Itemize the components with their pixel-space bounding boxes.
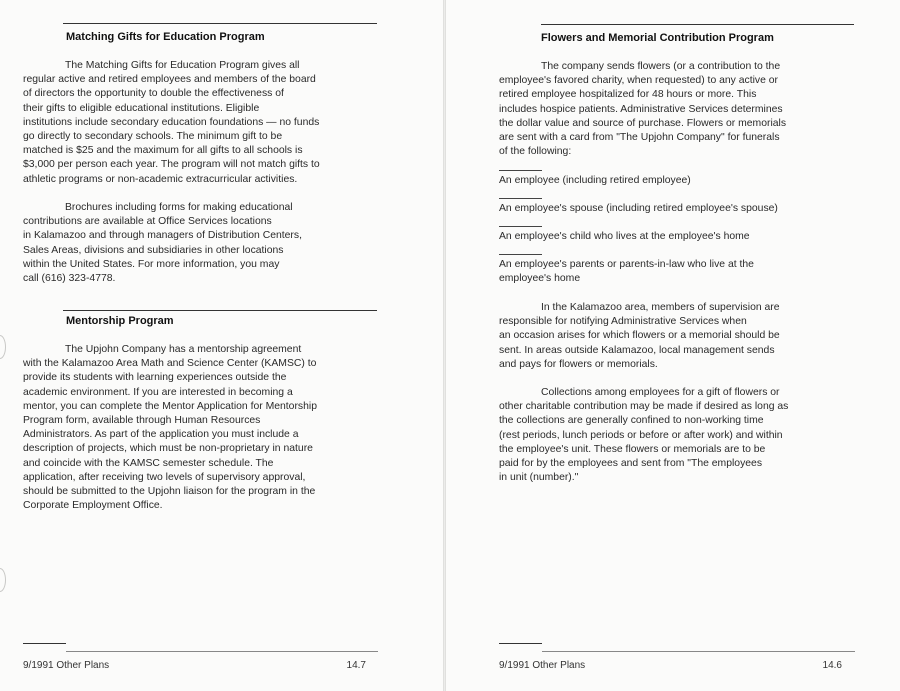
text-line: with the Kalamazoo Area Math and Science Center (KAMSC) to [23, 358, 317, 370]
text-line: application, after receiving two levels of supervisory approval, [23, 471, 306, 483]
page-number: 14.6 [822, 660, 842, 671]
text-line: paid for by the employees and sent from "The employees [499, 458, 763, 470]
text-line: athletic programs or non-academic extracurricular activities. [23, 173, 298, 185]
text-line: Sales Areas, divisions and subsidiaries in other locations [23, 244, 284, 256]
right-page [446, 0, 900, 691]
text-line: (rest periods, lunch periods or before or after work) and within [499, 429, 783, 441]
text-line: responsible for notifying Administrative Services when [499, 316, 747, 328]
footer-label: 9/1991 Other Plans [499, 660, 586, 671]
section-title-mentorship: Mentorship Program [66, 315, 174, 327]
flowers-paragraph-1 [499, 60, 894, 159]
text-line: An employee (including retired employee) [499, 175, 691, 186]
text-line: $3,000 per person each year. The program will not match gifts to [23, 159, 320, 171]
list-item [499, 174, 894, 188]
text-line: An employee's spouse (including retired employee's spouse) [499, 203, 778, 214]
text-line: should be submitted to the Upjohn liaison for the program in the [23, 486, 316, 498]
text-line: The Upjohn Company has a mentorship agreement [65, 344, 302, 355]
text-line: go directly to secondary schools. The minimum gift to be [23, 131, 283, 143]
text-line: Corporate Employment Office. [23, 500, 163, 512]
text-line: includes hospice patients. Administrative Services determines [499, 103, 783, 115]
list-item [499, 258, 894, 286]
text-line: and pays for flowers or memorials. [499, 358, 658, 370]
text-line: are sent with a card from "The Upjohn Company" for funerals [499, 132, 780, 144]
text-line: Program form, available through Human Resources [23, 415, 261, 427]
text-line: of the following: [499, 146, 572, 158]
text-line: An employee's parents or parents-in-law who live at the [499, 259, 754, 270]
text-line: The Matching Gifts for Education Program gives all [65, 60, 300, 71]
footer-rule [23, 643, 66, 644]
text-line: contributions are available at Office Services locations [23, 216, 272, 228]
text-line: description of projects, which must be non-proprietary in nature [23, 443, 313, 455]
flowers-paragraph-3 [499, 386, 894, 485]
list-rule [499, 170, 542, 171]
list-rule [499, 198, 542, 199]
flowers-paragraph-2 [499, 301, 894, 372]
text-line: their gifts to eligible educational institutions. Eligible [23, 102, 260, 114]
text-line: within the United States. For more information, you may [23, 258, 280, 270]
section-rule [63, 310, 377, 311]
text-line: mentor, you can complete the Mentor Application for Mentorship [23, 400, 317, 412]
text-line: provide its students with learning experiences outside the [23, 372, 287, 384]
text-line: Brochures including forms for making educational [65, 202, 293, 213]
text-line: the collections are generally confined to non-working time [499, 415, 764, 427]
text-line: in Kalamazoo and through managers of Distribution Centers, [23, 230, 302, 242]
matching-gifts-paragraph-1 [23, 59, 433, 187]
binder-hole [0, 335, 6, 359]
text-line: the employee's unit. These flowers or memorials are to be [499, 443, 766, 455]
footer-rule [499, 643, 542, 644]
section-title-flowers: Flowers and Memorial Contribution Program [541, 32, 774, 44]
text-line: academic environment. If you are interested in becoming a [23, 386, 293, 398]
list-rule [499, 226, 542, 227]
text-line: sent. In areas outside Kalamazoo, local management sends [499, 344, 775, 356]
text-line: institutions include secondary education foundations — no funds [23, 116, 320, 128]
text-line: and coincide with the KAMSC semester schedule. The [23, 457, 274, 469]
text-line: an occasion arises for which flowers or a memorial should be [499, 330, 780, 342]
text-line: of directors the opportunity to double the effectiveness of [23, 88, 284, 100]
text-line: employee's favored charity, when requested) to any active or [499, 75, 779, 87]
matching-gifts-paragraph-2 [23, 201, 433, 286]
footer-line [542, 651, 855, 652]
text-line: in unit (number)." [499, 472, 579, 484]
text-line: other charitable contribution may be made if desired as long as [499, 401, 789, 413]
section-title-matching-gifts: Matching Gifts for Education Program [66, 31, 265, 43]
page-number: 14.7 [346, 660, 366, 671]
text-line: Collections among employees for a gift of flowers or [541, 387, 780, 398]
text-line: the dollar value and source of purchase. Flowers or memorials [499, 117, 787, 129]
mentorship-paragraph [23, 343, 433, 513]
list-rule [499, 254, 542, 255]
text-line: matched is $25 and the maximum for all gifts to all schools is [23, 145, 303, 157]
text-line: employee's home [499, 273, 581, 285]
text-line: In the Kalamazoo area, members of supervision are [541, 302, 780, 313]
list-item [499, 230, 894, 244]
section-rule [541, 24, 854, 25]
text-line: Administrators. As part of the application you must include a [23, 429, 299, 441]
text-line: regular active and retired employees and members of the board [23, 74, 316, 86]
footer-label: 9/1991 Other Plans [23, 660, 110, 671]
binder-hole [0, 568, 6, 592]
text-line: An employee's child who lives at the employee's home [499, 231, 750, 242]
footer-line [66, 651, 378, 652]
text-line: The company sends flowers (or a contribution to the [541, 61, 781, 72]
text-line: retired employee hospitalized for 48 hours or more. This [499, 89, 757, 101]
section-rule [63, 23, 377, 24]
list-item [499, 202, 894, 216]
text-line: call (616) 323-4778. [23, 273, 116, 285]
left-page [0, 0, 443, 691]
